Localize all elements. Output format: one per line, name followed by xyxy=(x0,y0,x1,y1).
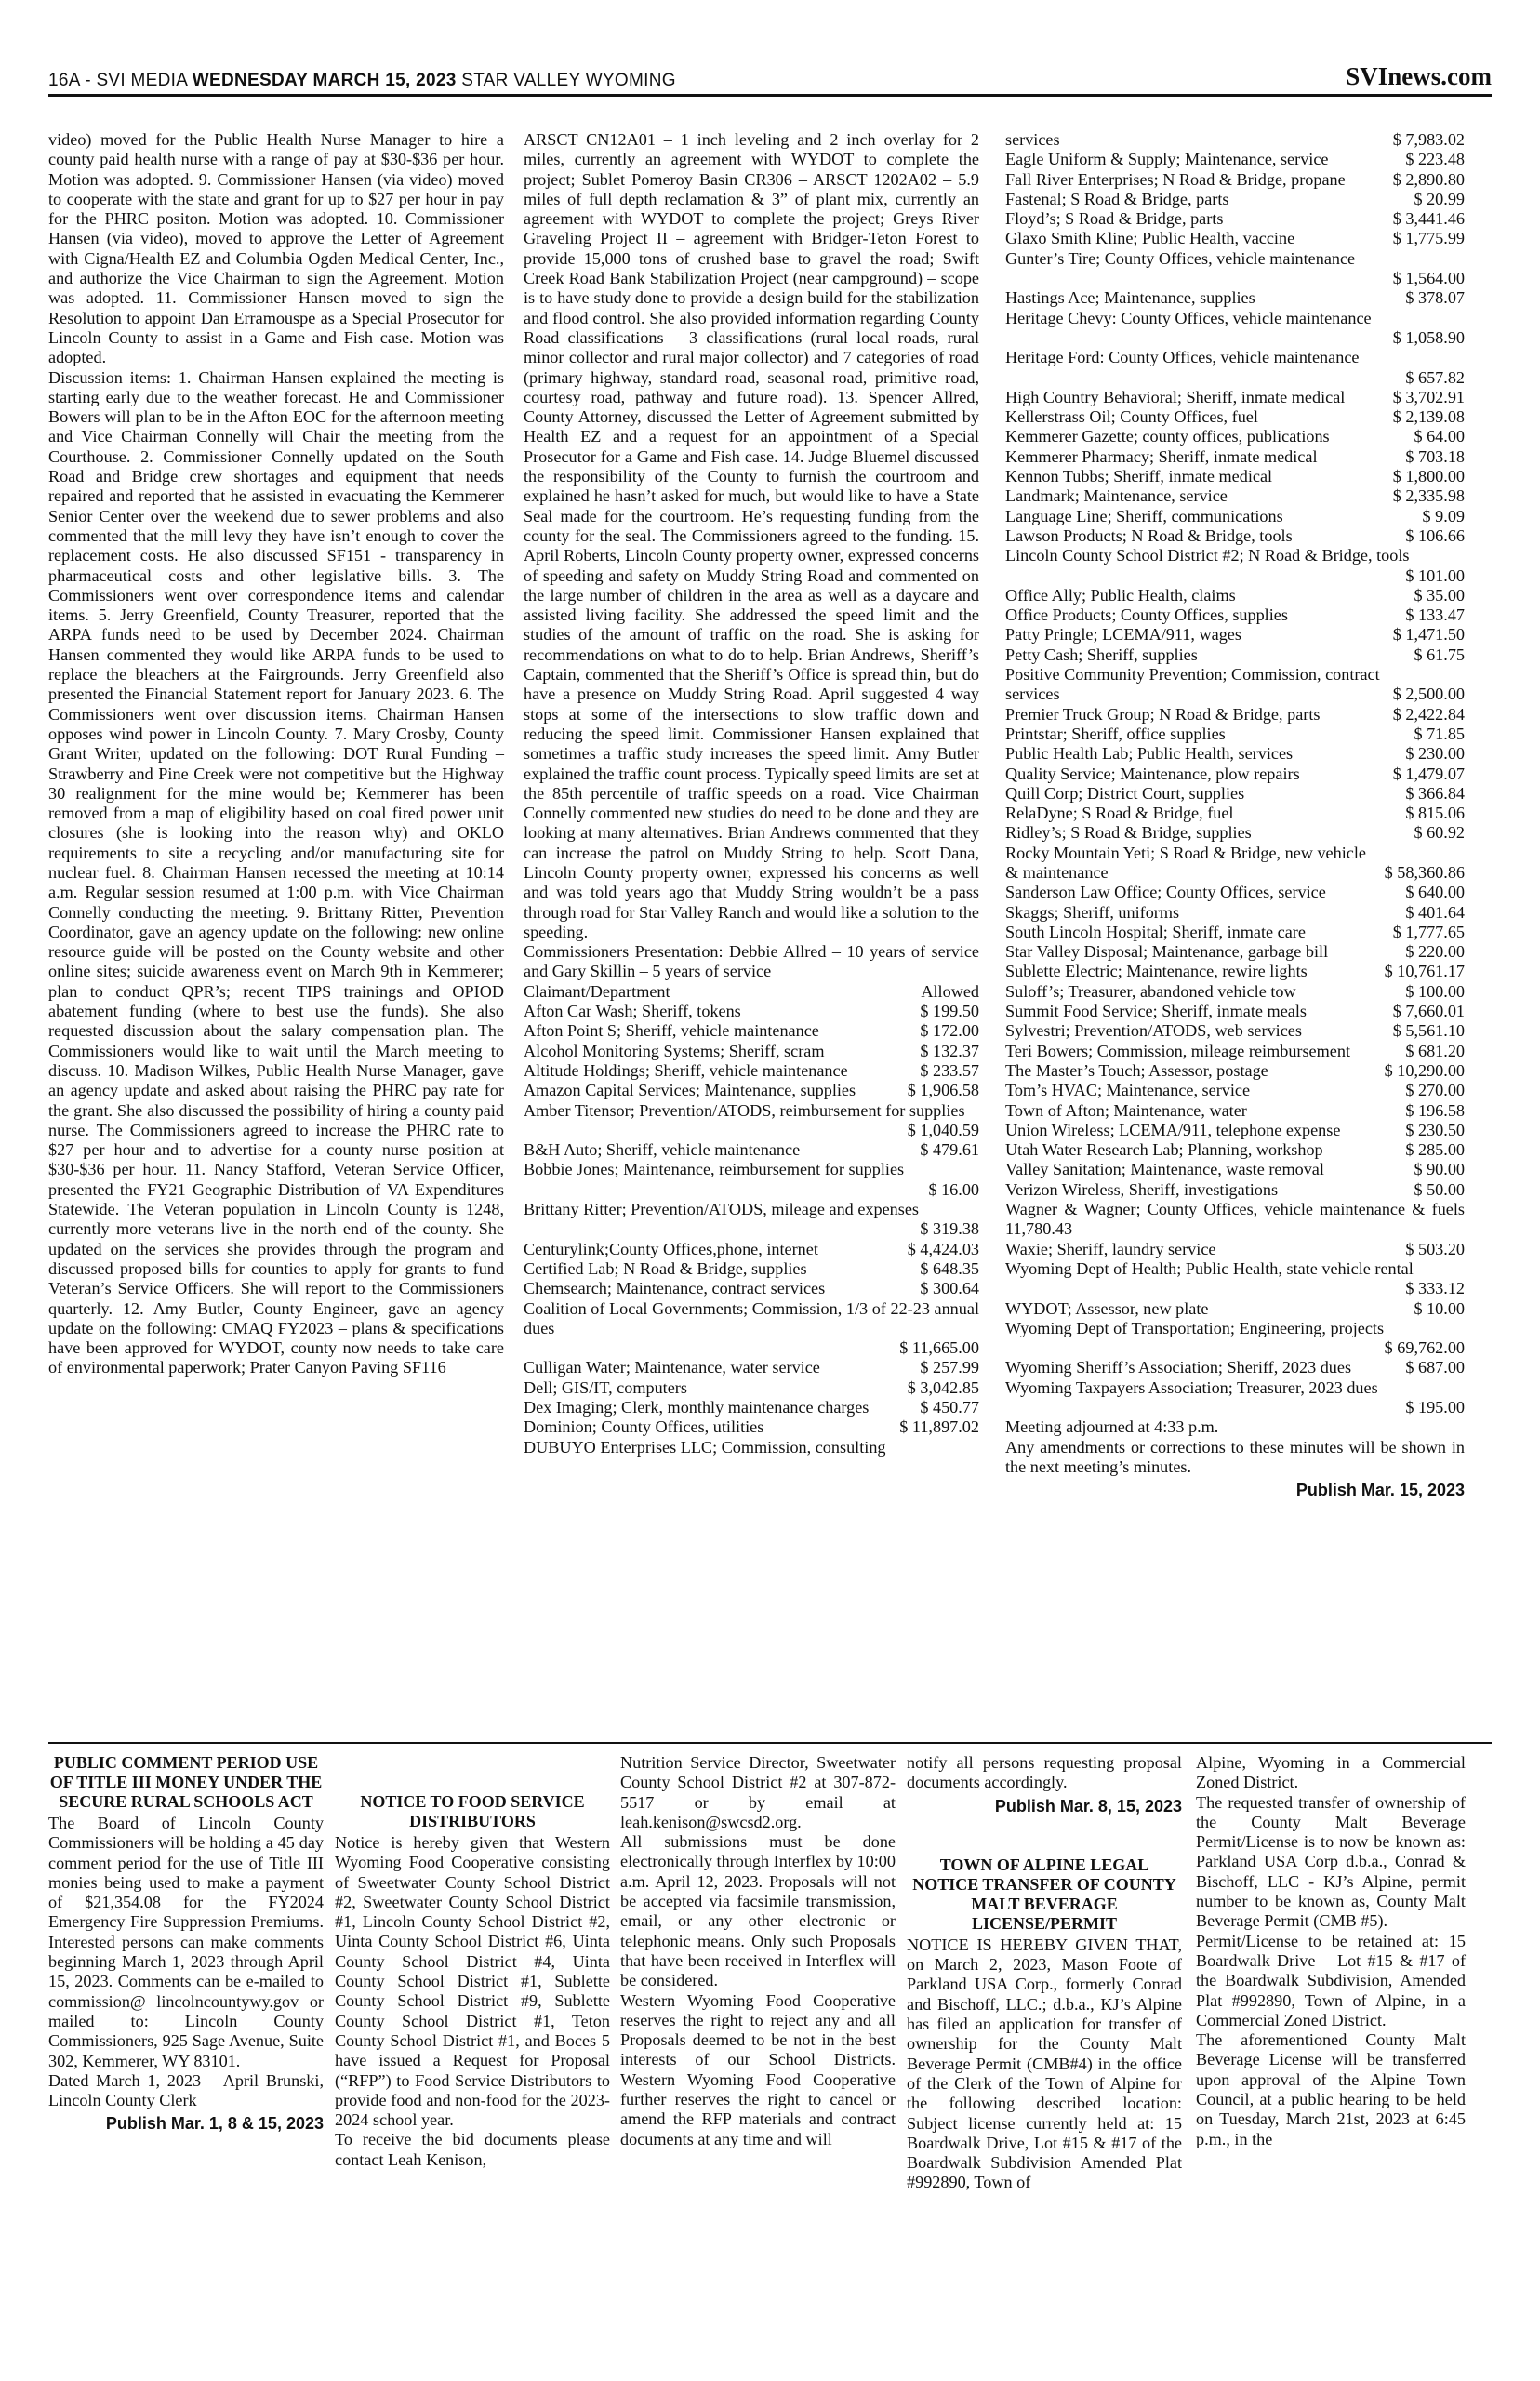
claim-description: Petty Cash; Sheriff, supplies xyxy=(1005,645,1198,664)
claim-amount: $ 1,777.65 xyxy=(1392,922,1465,941)
page-header xyxy=(48,54,1492,91)
meeting-adjourned: Meeting adjourned at 4:33 p.m. xyxy=(1005,1417,1219,1437)
claim-description: Kellerstrass Oil; County Offices, fuel xyxy=(1005,407,1258,427)
claim-row xyxy=(524,1002,979,1021)
claim-amount: $ 195.00 xyxy=(1405,1398,1465,1417)
notice-publish: Publish Mar. 8, 15, 2023 xyxy=(994,1796,1182,1816)
claim-description: Dell; GIS/IT, computers xyxy=(524,1377,687,1397)
claim-amount: $ 58,360.86 xyxy=(1384,862,1465,882)
claim-amount: $ 9.09 xyxy=(1422,506,1465,525)
claim-description: Wyoming Dept of Health; Public Health, state vehicle rental xyxy=(1005,1258,1414,1278)
claim-row xyxy=(524,1101,979,1141)
claim-row xyxy=(1005,1378,1465,1418)
claim-amount: $ 2,500.00 xyxy=(1392,685,1465,704)
claim-description: Lincoln County School District #2; N Road & Bridge, tools xyxy=(1005,546,1410,565)
notice-food-service xyxy=(335,1753,610,2170)
claim-row xyxy=(1005,1061,1465,1081)
claim-amount: $ 640.00 xyxy=(1405,883,1465,902)
claim-row xyxy=(1005,507,1465,526)
claim-description: Suloff’s; Treasurer, abandoned vehicle tow xyxy=(1005,981,1296,1001)
notice-continued: notify all persons requesting proposal documents accordingly. xyxy=(907,1753,1182,1792)
claim-description: Fall River Enterprises; N Road & Bridge, propane xyxy=(1005,169,1346,189)
claim-description: Positive Community Prevention; Commission, contract services xyxy=(1005,665,1380,704)
claim-amount: $ 1,471.50 xyxy=(1392,625,1465,645)
claimant-header: Claimant/Department xyxy=(524,981,670,1001)
claim-description: Alcohol Monitoring Systems; Sheriff, scram xyxy=(524,1041,825,1060)
claim-description: Chemsearch; Maintenance, contract services xyxy=(524,1279,826,1298)
claim-row xyxy=(1005,665,1465,705)
claim-amount: $ 230.50 xyxy=(1405,1120,1465,1139)
claim-amount: $ 503.20 xyxy=(1405,1239,1465,1258)
claim-description: Amber Titensor; Prevention/ATODS, reimbursement for supplies xyxy=(524,1100,965,1120)
amendments-note: Any amendments or corrections to these minutes will be shown in the next meeting’s minutes. xyxy=(1005,1437,1465,1476)
claim-description: Language Line; Sheriff, communications xyxy=(1005,506,1283,525)
claim-row xyxy=(524,1358,979,1377)
claim-row xyxy=(1005,526,1465,546)
claim-description: Wyoming Taxpayers Association; Treasurer, 2023 dues xyxy=(1005,1377,1378,1397)
notice-location: Alpine, Wyoming in a Commercial Zoned District. xyxy=(1196,1753,1466,1792)
notice-title: NOTICE TO FOOD SERVICE DISTRIBUTORS xyxy=(360,1792,585,1830)
claim-description: Lawson Products; N Road & Bridge, tools xyxy=(1005,525,1293,545)
claim-description: Printstar; Sheriff, office supplies xyxy=(1005,724,1226,743)
claim-row xyxy=(1005,823,1465,843)
page-prefix: 16A - SVI MEDIA xyxy=(48,71,188,90)
claim-row xyxy=(1005,765,1465,784)
claim-amount: $ 1,800.00 xyxy=(1392,467,1465,486)
claim-amount: $ 69,762.00 xyxy=(1384,1338,1465,1358)
claim-amount: $ 300.64 xyxy=(920,1279,979,1298)
claim-description: Skaggs; Sheriff, uniforms xyxy=(1005,902,1180,922)
header-date: WEDNESDAY MARCH 15, 2023 xyxy=(192,71,457,90)
claim-description: Certified Lab; N Road & Bridge, supplies xyxy=(524,1258,807,1278)
claim-row xyxy=(1005,844,1465,884)
notice-body: NOTICE IS HEREBY GIVEN THAT, on March 2, 2023, Mason Foote of Parkland USA Corp., formerly Conrad and Bischoff, LLC.; d.b.a., KJ’s Alpine has filed an application for transfer of ownership for the County Malt Beverage Permit (CMB#4) in the office of the Clerk of the Town of Alpine for the following described location: Subject license currently held at: 15 Boardwalk Drive, Lot #15 & #17 of the Boardwalk Subdivision Amended Plat #992890, Town of xyxy=(907,1935,1182,2192)
claim-row xyxy=(1005,1160,1465,1179)
claim-row xyxy=(524,1417,979,1437)
claim-amount: $ 333.12 xyxy=(1405,1279,1465,1298)
claim-description: Patty Pringle; LCEMA/911, wages xyxy=(1005,625,1241,645)
claim-description: Bobbie Jones; Maintenance, reimbursement for supplies xyxy=(524,1160,905,1179)
claim-amount: $ 450.77 xyxy=(920,1398,979,1417)
claim-row xyxy=(1005,1299,1465,1319)
claim-amount: $ 257.99 xyxy=(920,1358,979,1377)
claim-amount: $ 64.00 xyxy=(1414,427,1465,446)
claim-amount: $ 3,441.46 xyxy=(1392,209,1465,229)
notice-submissions: All submissions must be done electronically through Interflex by 10:00 a.m. April 12, 2023. Proposals will not be accepted via facsimile transmission, email, or any other electronic or telephonic means. Only such Proposals that have been received in Interflex will be considered. xyxy=(620,1832,896,1990)
notice-title-iii xyxy=(48,1753,324,2135)
claim-row xyxy=(1005,288,1465,308)
claim-description: Altitude Holdings; Sheriff, vehicle maintenance xyxy=(524,1060,848,1080)
claim-description: Afton Point S; Sheriff, vehicle maintenance xyxy=(524,1021,819,1041)
claim-row xyxy=(524,1438,979,1457)
minutes-motions: video) moved for the Public Health Nurse Manager to hire a county paid health nurse with a range of pay at $30-$36 per hour. Motion was adopted. 9. Commissioner Hansen (via video) moved to cooperate with the state and grant for up to $27 per hour in pay for the PHRC positon. Motion was adopted. 10. Commissioner Hansen (via video), moved to approve the Letter of Agreement with Cigna/Health EZ and Columbia Ogden Medical Center, Inc., and authorize the Vice Chairman to sign the Agreement. Motion was adopted. 11. Commissioner Hansen moved to sign the Resolution to appoint Dan Erramouspe as a Special Prosecutor for Lincoln County to assist in a Game and Fish case. Motion was adopted. xyxy=(48,130,504,367)
claim-amount: $ 5,561.10 xyxy=(1392,1021,1465,1041)
claim-amount: $ 703.18 xyxy=(1405,446,1465,466)
claim-description: Kemmerer Pharmacy; Sheriff, inmate medical xyxy=(1005,446,1318,466)
claim-row xyxy=(1005,605,1465,625)
claim-description: Sublette Electric; Maintenance, rewire lights xyxy=(1005,962,1308,981)
claim-row xyxy=(1005,1319,1465,1359)
claim-amount: $ 233.57 xyxy=(920,1060,979,1080)
notice-body: The Board of Lincoln County Commissioners will be holding a 45 day comment period for the use of Title III monies being used to make a payment of $21,354.08 for the FY2024 Emergency Fire Suppression Premiums. Interested persons can make comments beginning March 1, 2023 through April 15, 2023. Comments can be e-mailed to commission@ lincolncountywy.gov or mailed to: Lincoln County Commissioners, 925 Sage Avenue, Suite 302, Kemmerer, WY 83101. xyxy=(48,1814,324,2070)
claim-amount: $ 319.38 xyxy=(920,1219,979,1239)
claim-description: services xyxy=(1005,130,1060,149)
claim-row xyxy=(1005,546,1465,586)
claim-description: Fastenal; S Road & Bridge, parts xyxy=(1005,189,1229,208)
claim-description: Union Wireless; LCEMA/911, telephone expense xyxy=(1005,1120,1341,1139)
claim-row xyxy=(1005,942,1465,962)
claim-row xyxy=(1005,348,1465,388)
claim-amount: $ 71.85 xyxy=(1414,724,1465,743)
claim-row xyxy=(1005,1081,1465,1100)
claim-amount: $ 60.92 xyxy=(1414,823,1465,843)
claim-amount: $ 1,775.99 xyxy=(1392,229,1465,248)
claim-amount: $ 3,702.91 xyxy=(1392,387,1465,406)
claim-amount: $ 4,424.03 xyxy=(907,1239,979,1258)
claim-row xyxy=(1005,625,1465,645)
claim-description: Summit Food Service; Sheriff, inmate meals xyxy=(1005,1002,1307,1021)
column-1 xyxy=(48,130,504,1378)
claim-description: Heritage Ford: County Offices, vehicle maintenance xyxy=(1005,348,1360,367)
claim-description: Eagle Uniform & Supply; Maintenance, service xyxy=(1005,150,1329,169)
claim-row xyxy=(524,1021,979,1041)
claim-description: Public Health Lab; Public Health, services xyxy=(1005,744,1294,764)
claim-amount: $ 657.82 xyxy=(1405,367,1465,387)
notice-body-2: To receive the bid documents please contact Leah Kenison, xyxy=(335,2130,610,2169)
column-3 xyxy=(1005,130,1465,1500)
claim-description: Town of Afton; Maintenance, water xyxy=(1005,1100,1247,1120)
claim-description: Tom’s HVAC; Maintenance, service xyxy=(1005,1081,1251,1100)
claim-row xyxy=(1005,744,1465,764)
header-left xyxy=(48,71,676,91)
claim-row xyxy=(524,1378,979,1398)
notice-title: TOWN OF ALPINE LEGAL NOTICE TRANSFER OF COUNTY MALT BEVERAGE LICENSE/PERMIT xyxy=(912,1855,1176,1933)
claim-amount: $ 11,665.00 xyxy=(899,1338,979,1358)
claim-amount: $ 61.75 xyxy=(1414,645,1465,664)
claim-description: Ridley’s; S Road & Bridge, supplies xyxy=(1005,823,1252,843)
claim-row xyxy=(1005,1140,1465,1160)
claim-amount: $ 100.00 xyxy=(1405,981,1465,1001)
claim-row xyxy=(1005,130,1465,150)
claim-row xyxy=(1005,427,1465,446)
claim-description: South Lincoln Hospital; Sheriff, inmate care xyxy=(1005,922,1306,941)
claim-description: B&H Auto; Sheriff, vehicle maintenance xyxy=(524,1140,801,1160)
claim-amount: $ 681.20 xyxy=(1405,1041,1465,1060)
claim-amount: $ 270.00 xyxy=(1405,1081,1465,1100)
claim-description: Valley Sanitation; Maintenance, waste removal xyxy=(1005,1160,1324,1179)
claim-row xyxy=(1005,645,1465,665)
claim-amount: $ 133.47 xyxy=(1405,605,1465,625)
claim-description: Glaxo Smith Kline; Public Health, vaccine xyxy=(1005,229,1295,248)
minutes-continued: ARSCT CN12A01 – 1 inch leveling and 2 inch overlay for 2 miles, currently an agreement with WYDOT to complete the project; Sublet Pomeroy Basin CR306 – ARSCT 1202A02 – 5.9 miles of full depth reclamation & 3” of plant mix, currently an agreement with WYDOT to complete the project; Greys River Graveling Project II – agreement with Bridger-Teton Forest to provide 15,000 tons of crushed base to gravel the road; Swift Creek Road Bank Stabilization Project (near campground) – scope is to have study done to provide a design build for the stabilization and flood control. She also provided information regarding County Road classifications – 3 classifications (rural local roads, rural minor collector and rural major collector) and 7 categories of road (primary highway, standard road, seasonal road, primitive road, courtesy road, pathway and future road). 13. Spencer Allred, County Attorney, discussed the Letter of Agreement submitted by Health EZ and a request for an appointment of a Special Prosecutor for a Game and Fish case. 14. Judge Bluemel discussed the responsibility of the County to furnish the courtroom and explained he hasn’t asked for much, but would like to have a State Seal made for the courtroom. He’s requesting funding from the county for the seal. The Commissioners agreed to the funding. 15. April Roberts, Lincoln County property owner, expressed concerns of speeding and safety on Muddy String Road and commented on the large number of children in the area as well as a daycare and assisted living facility. She addressed the speed limit and the studies of the amount of traffic on the road. She is asking for recommendations on what to do to help. Brian Andrews, Sheriff’s Captain, commented that the Sheriff’s Office is spread thin, but do have a presence on Muddy String Road. April suggested 4 way stops at some of the intersections to slow traffic down and reducing the speed limit. Commissioner Hansen explained that sometimes a traffic study increases the speed limit. Amy Butler explained the traffic count process. Typically speed limits are set at the 85th percentile of traffic speeds on a road. Vice Chairman Connelly commented new studies do need to be done and they are looking at many alternatives. Brian Andrews commented that they can increase the patrol on Muddy String to help. Scott Dana, Lincoln County property owner, expressed his concerns as well and was told years ago that Muddy String wouldn’t be a pass through road for Star Valley Ranch and would like a solution to the speeding. xyxy=(524,130,979,941)
claim-description: Star Valley Disposal; Maintenance, garbage bill xyxy=(1005,942,1329,962)
claim-description: Hastings Ace; Maintenance, supplies xyxy=(1005,288,1255,308)
claims-list-1 xyxy=(524,1002,979,1457)
claim-description: Verizon Wireless, Sheriff, investigations xyxy=(1005,1179,1279,1199)
claim-row xyxy=(1005,209,1465,229)
claim-row xyxy=(1005,1259,1465,1299)
claim-row xyxy=(524,1140,979,1160)
claim-amount: $ 2,335.98 xyxy=(1392,486,1465,506)
claim-row xyxy=(1005,1042,1465,1061)
notice-alpine xyxy=(907,1753,1182,2193)
notice-title: PUBLIC COMMENT PERIOD USE OF TITLE III MONEY UNDER THE SECURE RURAL SCHOOLS ACT xyxy=(49,1753,323,1811)
claim-description: DUBUYO Enterprises LLC; Commission, consulting xyxy=(524,1437,886,1457)
claim-description: Floyd’s; S Road & Bridge, parts xyxy=(1005,209,1224,229)
claim-amount: $ 2,422.84 xyxy=(1392,704,1465,724)
claim-description: Culligan Water; Maintenance, water service xyxy=(524,1358,820,1377)
claim-description: Office Products; County Offices, supplies xyxy=(1005,605,1288,625)
claim-row xyxy=(1005,1200,1465,1240)
claim-description: Sylvestri; Prevention/ATODS, web services xyxy=(1005,1021,1302,1041)
claim-row xyxy=(524,1299,979,1359)
claim-amount: $ 199.50 xyxy=(920,1002,979,1021)
claim-row xyxy=(524,1240,979,1259)
claim-description: Heritage Chevy: County Offices, vehicle maintenance xyxy=(1005,308,1372,327)
claim-row xyxy=(1005,903,1465,923)
claim-amount: $ 106.66 xyxy=(1405,525,1465,545)
claim-row xyxy=(524,1279,979,1298)
section-rule xyxy=(48,1742,1492,1744)
claim-amount: $ 1,564.00 xyxy=(1392,269,1465,288)
claim-row xyxy=(1005,486,1465,506)
claim-row xyxy=(1005,467,1465,486)
claim-row xyxy=(524,1042,979,1061)
claim-description: Premier Truck Group; N Road & Bridge, parts xyxy=(1005,704,1321,724)
claim-row xyxy=(1005,1240,1465,1259)
header-location: STAR VALLEY WYOMING xyxy=(461,71,676,90)
claims-table-header xyxy=(524,982,979,1002)
claim-amount: $ 20.99 xyxy=(1414,189,1465,208)
claim-row xyxy=(1005,923,1465,942)
claim-row xyxy=(1005,309,1465,349)
notice-body: Notice is hereby given that Western Wyoming Food Cooperative consisting of Sweetwater County School District #2, Sweetwater County School District #1, Lincoln County School District #2, Uinta County School District #6, Uinta County School District #4, Uinta County School District #1, Sublette County School District #9, Sublette County School District #1, Teton County School District #1, and Boces 5 have issued a Request for Proposal (“RFP”) to Food Service Distributors to provide food and non-food for the 2023-2024 school year. xyxy=(335,1833,610,2130)
claim-description: Brittany Ritter; Prevention/ATODS, mileage and expenses xyxy=(524,1200,919,1219)
header-rule xyxy=(48,94,1492,97)
claim-description: Rocky Mountain Yeti; S Road & Bridge, new vehicle & maintenance xyxy=(1005,843,1366,882)
claim-description: Waxie; Sheriff, laundry service xyxy=(1005,1239,1216,1258)
claim-amount: $ 101.00 xyxy=(1405,565,1465,585)
claim-amount: $ 50.00 xyxy=(1414,1179,1465,1199)
notice-contact: Nutrition Service Director, Sweetwater County School District #2 at 307-872-5517 or by email at leah.kenison@swcsd2.org. xyxy=(620,1753,896,1831)
claim-amount: $ 479.61 xyxy=(920,1140,979,1160)
discussion-items: Discussion items: 1. Chairman Hansen explained the meeting is starting early due to the weather forecast. He and Commissioner Bowers will plan to be in the Afton EOC for the afternoon meeting and Vice Chairman Connelly will Chair the meeting from the Courthouse. 2. Commissioner Connelly updated on the South Road and Bridge crew shortages and equipment that needs repaired and reported that he assisted in evacuating the Kemmerer Senior Center over the weekend due to sewer problems and also commented that the mill levy they have isn’t enough to cover the replacement costs. He also discussed SF151 - transparency in pharmaceutical costs and other legislative bills. 3. The Commissioners went over correspondence items and calendar items. 5. Jerry Greenfield, County Treasurer, reported that the ARPA funds need to be used by December 2024. Chairman Hansen commented they would like ARPA funds to be used to replace the bleachers at the Fairgrounds. Jerry Greenfield also presented the Financial Statement report for January 2023. 6. The Commissioners went over discussion items. Chairman Hansen opposes wind power in Lincoln County. 7. Mary Crosby, County Grant Writer, updated on the following: DOT Rural Funding – Strawberry and Pine Creek were not competitive but the Highway 30 realignment for the mine would be; Kemmerer has been removed from a map of eligibility based on coal fired power unit closures (she is looking into the reason why) and OKLO requirements to site a recycling and/or manufacturing site for nuclear fuel. 8. Chairman Hansen recessed the meeting at 10:14 a.m. Regular session resumed at 1:00 p.m. with Vice Chairman Connelly conducting the meeting. 9. Brittany Ritter, Prevention Coordinator, gave an agency update on the following: new online resource guide will be posted on the County website and other online sites; suicide awareness event on March 9th in Kemmerer; plan to conduct QPR’s; recent TIPS trainings and OPIOD abatement funding (where to best use the funds). She also requested discussion about the salary compensation plan. The Commissioners would like to wait until the March meeting to discuss. 10. Madison Wilkes, Public Health Nurse Manager, gave an agency update and asked about raising the PHRC pay rate for the grant. She also discussed the possibility of hiring a county paid nurse. The Commissioners agreed to increase the PHRC rate to $27 per hour and to advertise for a county nurse position at $30-$36 per hour. 11. Nancy Stafford, Veteran Service Officer, presented the FY21 Geographic Distribution of VA Expenditures Statewide. The Veteran population in Lincoln County is 1248, currently more veterans live in the north end of the county. She updated on the services she provides through the program and discussed proposed bills for counties to apply for grants to fund Veteran’s Service Officers. She will report to the Commissioners quarterly. 12. Amy Butler, County Engineer, gave an agency update on the following: CMAQ FY2023 – plans & specifications have been approved for WYDOT, county now needs to take care of environmental paperwork; Prater Canyon Paving SF116 xyxy=(48,367,504,1377)
claim-row xyxy=(524,1200,979,1240)
claim-row xyxy=(1005,447,1465,467)
claim-amount: $ 285.00 xyxy=(1405,1140,1465,1160)
claim-amount: $ 132.37 xyxy=(920,1041,979,1060)
claim-description: Centurylink;County Offices,phone, internet xyxy=(524,1239,818,1258)
claim-amount: $ 223.48 xyxy=(1405,150,1465,169)
claim-amount: $ 196.58 xyxy=(1405,1100,1465,1120)
claim-amount: $ 2,890.80 xyxy=(1392,169,1465,189)
claim-description: Quality Service; Maintenance, plow repairs xyxy=(1005,764,1300,783)
claim-amount: $ 10.00 xyxy=(1414,1298,1465,1318)
claim-amount: $ 10,290.00 xyxy=(1384,1060,1465,1080)
claim-row xyxy=(1005,229,1465,248)
claim-description: Teri Bowers; Commission, mileage reimbursement xyxy=(1005,1041,1350,1060)
notice-food-service-continued xyxy=(620,1753,896,2149)
claim-amount: $ 2,139.08 xyxy=(1392,407,1465,427)
claim-row xyxy=(1005,388,1465,407)
claim-amount: $ 378.07 xyxy=(1405,288,1465,308)
claim-description: Gunter’s Tire; County Offices, vehicle maintenance xyxy=(1005,248,1356,268)
claim-amount: $ 7,983.02 xyxy=(1392,130,1465,149)
claim-description: Kemmerer Gazette; county offices, publications xyxy=(1005,427,1330,446)
claim-row xyxy=(1005,1358,1465,1377)
claim-description: Landmark; Maintenance, service xyxy=(1005,486,1228,506)
claim-amount: $ 11,897.02 xyxy=(899,1417,979,1437)
claim-description: Afton Car Wash; Sheriff, tokens xyxy=(524,1002,741,1021)
claim-row xyxy=(1005,1021,1465,1041)
claim-row xyxy=(1005,1002,1465,1021)
claim-row xyxy=(1005,249,1465,289)
claim-row xyxy=(1005,150,1465,169)
claim-amount: $ 1,479.07 xyxy=(1392,764,1465,783)
claim-description: Wyoming Sheriff’s Association; Sheriff, 2023 dues xyxy=(1005,1358,1352,1377)
claim-row xyxy=(1005,725,1465,744)
claim-row xyxy=(524,1081,979,1100)
notice-hearing: The aforementioned County Malt Beverage License will be transferred upon approval of the Alpine Town Council, at a public hearing to be held on Tuesday, March 21st, 2023 at 6:45 p.m., in the xyxy=(1196,2030,1466,2148)
site-name[interactable]: SVInews.com xyxy=(1346,62,1492,90)
claim-row xyxy=(1005,883,1465,902)
claim-row xyxy=(1005,407,1465,427)
claim-amount: $ 366.84 xyxy=(1405,783,1465,803)
claim-row xyxy=(1005,982,1465,1002)
claim-row xyxy=(1005,784,1465,804)
allowed-header: Allowed xyxy=(921,981,979,1001)
claim-description: Quill Corp; District Court, supplies xyxy=(1005,783,1245,803)
claim-row xyxy=(1005,1121,1465,1140)
claim-row xyxy=(1005,1101,1465,1121)
claims-list-2 xyxy=(1005,130,1465,1417)
claim-description: Dominion; County Offices, utilities xyxy=(524,1417,764,1437)
claim-amount: $ 1,040.59 xyxy=(907,1120,979,1139)
claim-amount: $ 16.00 xyxy=(928,1179,979,1199)
claim-description: The Master’s Touch; Assessor, postage xyxy=(1005,1060,1268,1080)
claim-amount: $ 3,042.85 xyxy=(907,1377,979,1397)
claim-description: Office Ally; Public Health, claims xyxy=(1005,585,1236,605)
claim-description: Coalition of Local Governments; Commission, 1/3 of 22-23 annual dues xyxy=(524,1298,979,1337)
claim-amount: $ 90.00 xyxy=(1414,1160,1465,1179)
claim-row xyxy=(1005,1180,1465,1200)
claim-description: WYDOT; Assessor, new plate xyxy=(1005,1298,1209,1318)
claim-description: Utah Water Research Lab; Planning, workshop xyxy=(1005,1140,1323,1160)
notice-alpine-continued xyxy=(1196,1753,1466,2149)
claim-description: Amazon Capital Services; Maintenance, supplies xyxy=(524,1081,856,1100)
claim-row xyxy=(1005,190,1465,209)
claim-amount: $ 220.00 xyxy=(1405,942,1465,962)
claim-amount: $ 172.00 xyxy=(920,1021,979,1041)
claim-amount: $ 1,058.90 xyxy=(1392,327,1465,347)
claim-amount: $ 401.64 xyxy=(1405,902,1465,922)
claim-description: Wyoming Dept of Transportation; Engineering, projects xyxy=(1005,1318,1385,1337)
publish-date: Publish Mar. 15, 2023 xyxy=(1295,1481,1465,1500)
notice-retained: Permit/License to be retained at: 15 Boardwalk Drive – Lot #15 & #17 of the Boardwalk Subdivision, Amended Plat #992890, Town of Alpine, in a Commercial Zoned District. xyxy=(1196,1931,1466,2029)
claim-amount: $ 1,906.58 xyxy=(907,1081,979,1100)
claim-row xyxy=(524,1061,979,1081)
claim-row xyxy=(1005,962,1465,981)
claim-description: RelaDyne; S Road & Bridge, fuel xyxy=(1005,804,1234,823)
commissioners-presentation: Commissioners Presentation: Debbie Allred – 10 years of service and Gary Skillin – 5 years of service xyxy=(524,942,979,981)
claim-description: Wagner & Wagner; County Offices, vehicle maintenance & fuels 11,780.43 xyxy=(1005,1200,1465,1239)
claim-amount: $ 815.06 xyxy=(1405,804,1465,823)
claim-description: High Country Behavioral; Sheriff, inmate medical xyxy=(1005,387,1346,406)
claim-row xyxy=(1005,804,1465,823)
claim-amount: $ 687.00 xyxy=(1405,1358,1465,1377)
column-2 xyxy=(524,130,979,1457)
claim-row xyxy=(1005,170,1465,190)
claim-amount: $ 230.00 xyxy=(1405,744,1465,764)
claim-amount: $ 35.00 xyxy=(1414,585,1465,605)
claim-description: Sanderson Law Office; County Offices, service xyxy=(1005,883,1326,902)
notice-dated: Dated March 1, 2023 – April Brunski, Lincoln County Clerk xyxy=(48,2070,324,2110)
claim-amount: $ 10,761.17 xyxy=(1384,962,1465,981)
claim-row xyxy=(1005,705,1465,725)
claim-amount: $ 648.35 xyxy=(920,1258,979,1278)
notice-transfer: The requested transfer of ownership of the County Malt Beverage Permit/License is to now be known as: Parkland USA Corp d.b.a., Conrad & Bischoff, LLC - KJ’s Alpine, permit number to be known as, County Malt Beverage Permit (CMB #5). xyxy=(1196,1792,1466,1931)
claim-row xyxy=(1005,586,1465,605)
claim-row xyxy=(524,1259,979,1279)
claim-row xyxy=(524,1160,979,1200)
claim-row xyxy=(524,1398,979,1417)
notice-reserves: Western Wyoming Food Cooperative reserves the right to reject any and all Proposals deemed to be not in the best interests of our School Districts. Western Wyoming Food Cooperative further reserves the right to cancel or amend the RFP materials and contract documents at any time and will xyxy=(620,1990,896,2148)
notice-publish: Publish Mar. 1, 8 & 15, 2023 xyxy=(105,2114,324,2134)
claim-description: Kennon Tubbs; Sheriff, inmate medical xyxy=(1005,467,1273,486)
claim-description: Dex Imaging; Clerk, monthly maintenance charges xyxy=(524,1398,870,1417)
claim-amount: $ 7,660.01 xyxy=(1392,1002,1465,1021)
